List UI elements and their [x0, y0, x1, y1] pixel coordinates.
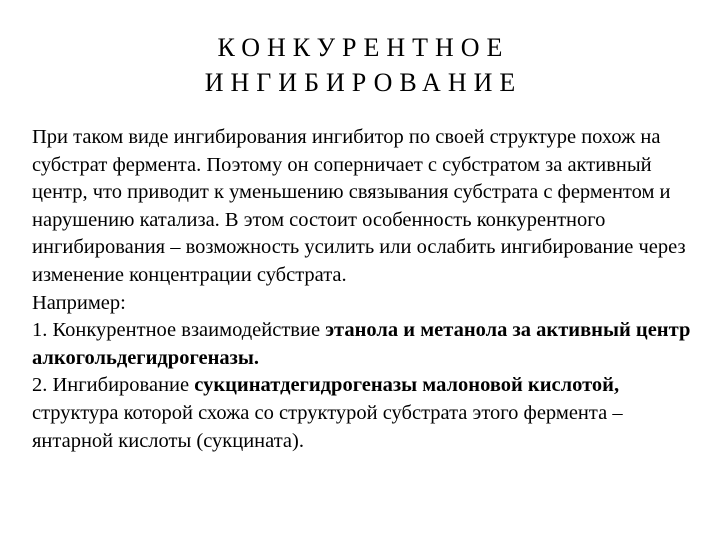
example-item-1-text: 1. Конкурентное взаимодействие [32, 319, 326, 342]
example-item-1-bold: этанола и метанола за активный центр алкогольдегидрогеназы. [32, 319, 691, 369]
example-item-2-bold: сукцинатдегидрогеназы малоновой кислотой, [194, 374, 620, 397]
slide-body [32, 124, 692, 455]
example-heading: Например: [32, 291, 126, 314]
example-item-2-text: 2. Ингибирование [32, 374, 195, 397]
body-paragraph: При таком виде ингибирования ингибитор по своей структуре похож на субстрат фермента. Поэтому он соперничает с субстратом за активный центр, что приводит к уменьшению связывания субстрата с ферментом и нарушению катализа. В этом состоит особенность конкурентного ингибирования – возможность усилить или ослабить ингибирование через изменение концентрации субстрата. [32, 126, 686, 286]
example-item-2-suffix: структура которой схожа со структурой субстрата этого фермента – янтарной кислоты (сукцината). [32, 401, 623, 452]
title-line-2: ИНГИБИРОВАНИЕ [204, 68, 523, 97]
example-item-2 [32, 372, 692, 455]
title-line-1: КОНКУРЕНТНОЕ [217, 33, 510, 62]
slide-title [0, 30, 720, 100]
example-item-1 [32, 317, 692, 372]
